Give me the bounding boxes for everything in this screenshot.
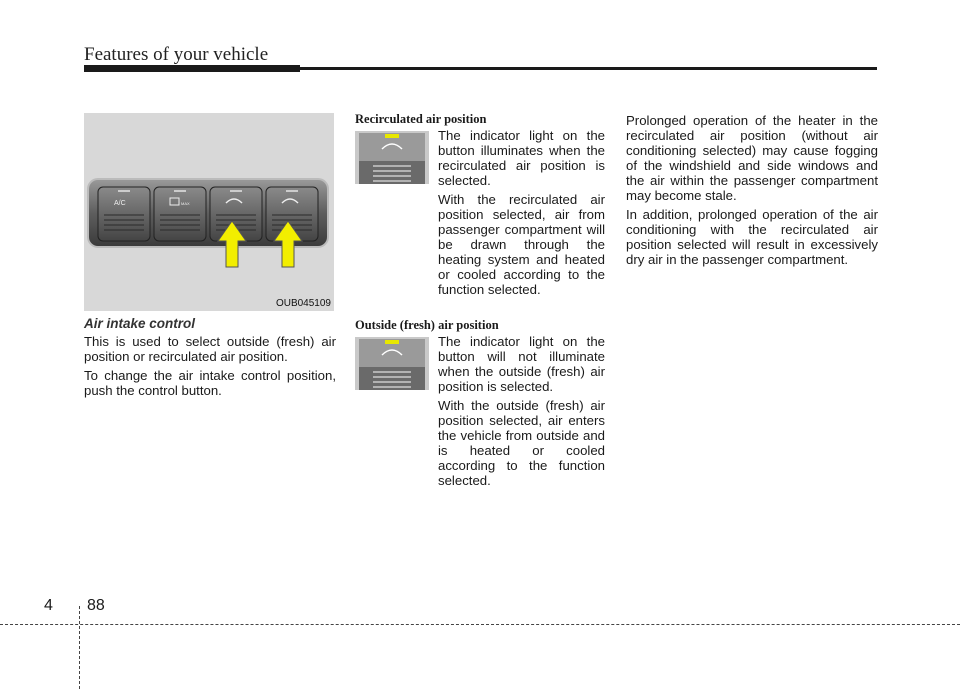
recirculated-paragraph-1: The indicator light on the button illuminates when the recirculated air position is selected. xyxy=(438,128,605,188)
outside-heading: Outside (fresh) air position xyxy=(355,318,499,332)
recirculated-paragraph-2: With the recirculated air position selected, air from passenger compartment will be drawn through the heating system and heated or cooled according to the function selected. xyxy=(438,192,605,297)
control-panel-photo xyxy=(84,113,334,311)
indicator-light-on-icon xyxy=(385,134,399,138)
control-panel-illustration xyxy=(84,113,334,311)
air-intake-section xyxy=(84,316,336,402)
air-intake-title: Air intake control xyxy=(84,316,196,331)
recirculated-heading: Recirculated air position xyxy=(355,112,487,126)
outside-button-image xyxy=(355,337,429,390)
chapter-number: 4 xyxy=(44,597,53,614)
outside-paragraph-2: With the outside (fresh) air position selected, air enters the vehicle from outside and is heated or cooled according to the function selected. xyxy=(438,398,605,488)
air-intake-paragraph-1: This is used to select outside (fresh) air position or recirculated air position. xyxy=(84,334,336,364)
ac-button-label: A/C xyxy=(114,200,126,207)
footer-divider xyxy=(0,624,960,625)
figure-code: OUB045109 xyxy=(275,298,331,309)
notes-section xyxy=(626,113,878,271)
outside-paragraph-1: The indicator light on the button will not illuminate when the outside (fresh) air position is selected. xyxy=(438,334,605,394)
recirculated-button-image xyxy=(355,131,429,184)
max-button-label: MAX xyxy=(181,201,190,206)
page-number: 88 xyxy=(87,597,105,614)
notes-paragraph-2: In addition, prolonged operation of the air conditioning with the recirculated air position selected will result in excessively dry air in the passenger compartment. xyxy=(626,207,878,267)
page-header-title: Features of your vehicle xyxy=(84,44,269,65)
header-tab-bar xyxy=(84,65,300,72)
recirculated-text xyxy=(438,128,605,301)
air-intake-paragraph-2: To change the air intake control position, push the control button. xyxy=(84,368,336,398)
indicator-light-icon xyxy=(385,340,399,344)
notes-paragraph-1: Prolonged operation of the heater in the recirculated air position (without air conditioning selected) may cause fogging of the windshield and side windows and the air within the passenger compartment may become stale. xyxy=(626,113,878,203)
outside-text xyxy=(438,334,605,492)
footer-vertical-divider xyxy=(79,606,80,689)
